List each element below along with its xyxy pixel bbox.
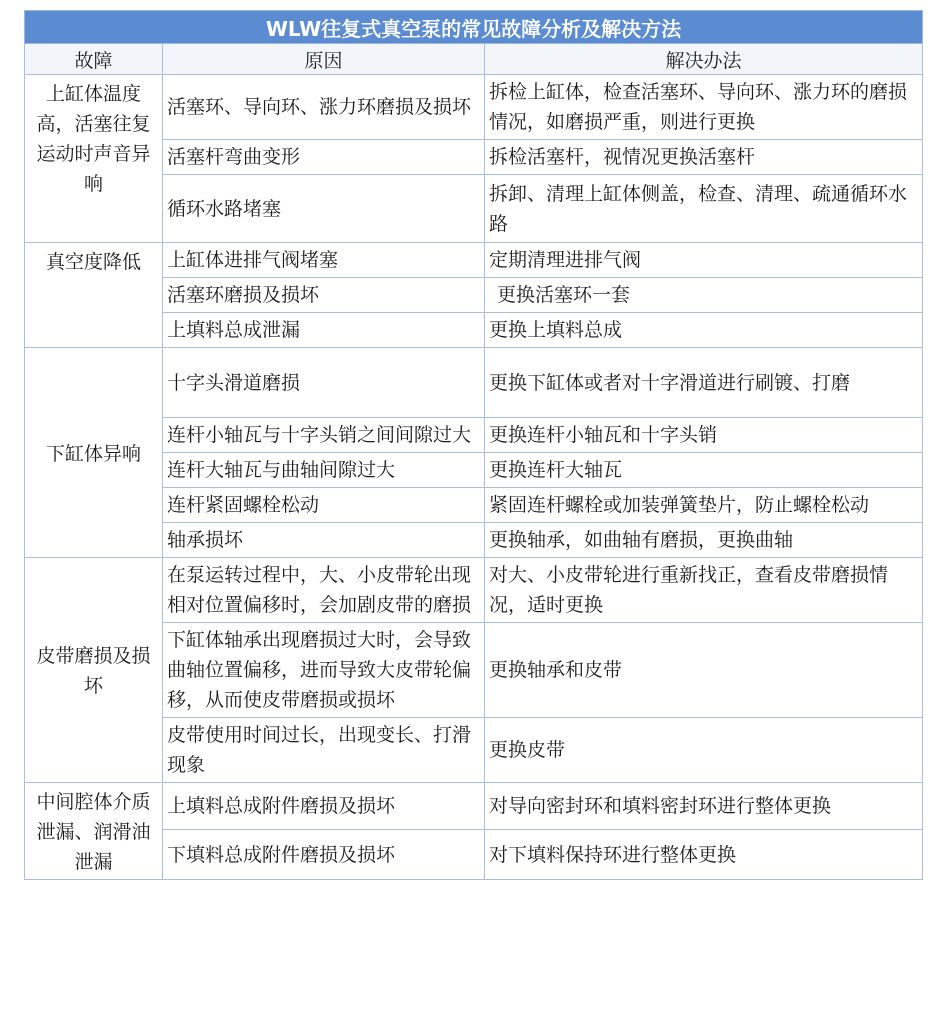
cause-cell: 上填料总成附件磨损及损坏 [163, 783, 485, 830]
table-row [25, 558, 923, 623]
solution-cell: 对大、小皮带轮进行重新找正，查看皮带磨损情况，适时更换 [485, 558, 923, 623]
header-fault: 故障 [25, 44, 163, 75]
cause-cell: 活塞杆弯曲变形 [163, 140, 485, 175]
table-row [25, 348, 923, 418]
cause-cell: 皮带使用时间过长，出现变长、打滑现象 [163, 718, 485, 783]
fault-cell: 中间腔体介质泄漏、润滑油泄漏 [25, 783, 163, 880]
fault-table-sheet [24, 10, 922, 880]
solution-cell: 更换连杆大轴瓦 [485, 453, 923, 488]
fault-cell: 下缸体异响 [25, 348, 163, 558]
table-row [25, 783, 923, 830]
solution-cell: 更换轴承和皮带 [485, 623, 923, 718]
cause-cell: 活塞环磨损及损坏 [163, 278, 485, 313]
cause-cell: 连杆紧固螺栓松动 [163, 488, 485, 523]
solution-cell: 对下填料保持环进行整体更换 [485, 830, 923, 880]
cause-cell: 连杆大轴瓦与曲轴间隙过大 [163, 453, 485, 488]
solution-cell: 紧固连杆螺栓或加装弹簧垫片，防止螺栓松动 [485, 488, 923, 523]
cause-cell: 连杆小轴瓦与十字头销之间间隙过大 [163, 418, 485, 453]
solution-cell: 拆检活塞杆，视情况更换活塞杆 [485, 140, 923, 175]
cause-cell: 上缸体进排气阀堵塞 [163, 243, 485, 278]
header-solution: 解决办法 [485, 44, 923, 75]
table-row [25, 75, 923, 140]
solution-cell: 更换轴承，如曲轴有磨损，更换曲轴 [485, 523, 923, 558]
solution-cell: 对导向密封环和填料密封环进行整体更换 [485, 783, 923, 830]
cause-cell: 下缸体轴承出现磨损过大时，会导致曲轴位置偏移，进而导致大皮带轮偏移，从而使皮带磨损或损坏 [163, 623, 485, 718]
title-row [25, 11, 923, 44]
header-cause: 原因 [163, 44, 485, 75]
cause-cell: 循环水路堵塞 [163, 175, 485, 243]
solution-cell: 更换下缸体或者对十字滑道进行刷镀、打磨 [485, 348, 923, 418]
solution-cell: 定期清理进排气阀 [485, 243, 923, 278]
fault-analysis-table [24, 10, 923, 880]
solution-cell: 拆卸、清理上缸体侧盖，检查、清理、疏通循环水路 [485, 175, 923, 243]
solution-cell: 更换活塞环一套 [485, 278, 923, 313]
solution-cell: 拆检上缸体，检查活塞环、导向环、涨力环的磨损情况，如磨损严重，则进行更换 [485, 75, 923, 140]
cause-cell: 轴承损坏 [163, 523, 485, 558]
table-title: WLW往复式真空泵的常见故障分析及解决方法 [25, 11, 923, 44]
fault-cell: 上缸体温度高，活塞往复运动时声音异响 [25, 75, 163, 243]
table-row [25, 243, 923, 278]
fault-cell: 真空度降低 [25, 243, 163, 348]
solution-cell: 更换上填料总成 [485, 313, 923, 348]
solution-cell: 更换连杆小轴瓦和十字头销 [485, 418, 923, 453]
cause-cell: 上填料总成泄漏 [163, 313, 485, 348]
cause-cell: 下填料总成附件磨损及损坏 [163, 830, 485, 880]
cause-cell: 十字头滑道磨损 [163, 348, 485, 418]
cause-cell: 在泵运转过程中，大、小皮带轮出现相对位置偏移时，会加剧皮带的磨损 [163, 558, 485, 623]
solution-cell: 更换皮带 [485, 718, 923, 783]
fault-cell: 皮带磨损及损坏 [25, 558, 163, 783]
header-row [25, 44, 923, 75]
cause-cell: 活塞环、导向环、涨力环磨损及损坏 [163, 75, 485, 140]
